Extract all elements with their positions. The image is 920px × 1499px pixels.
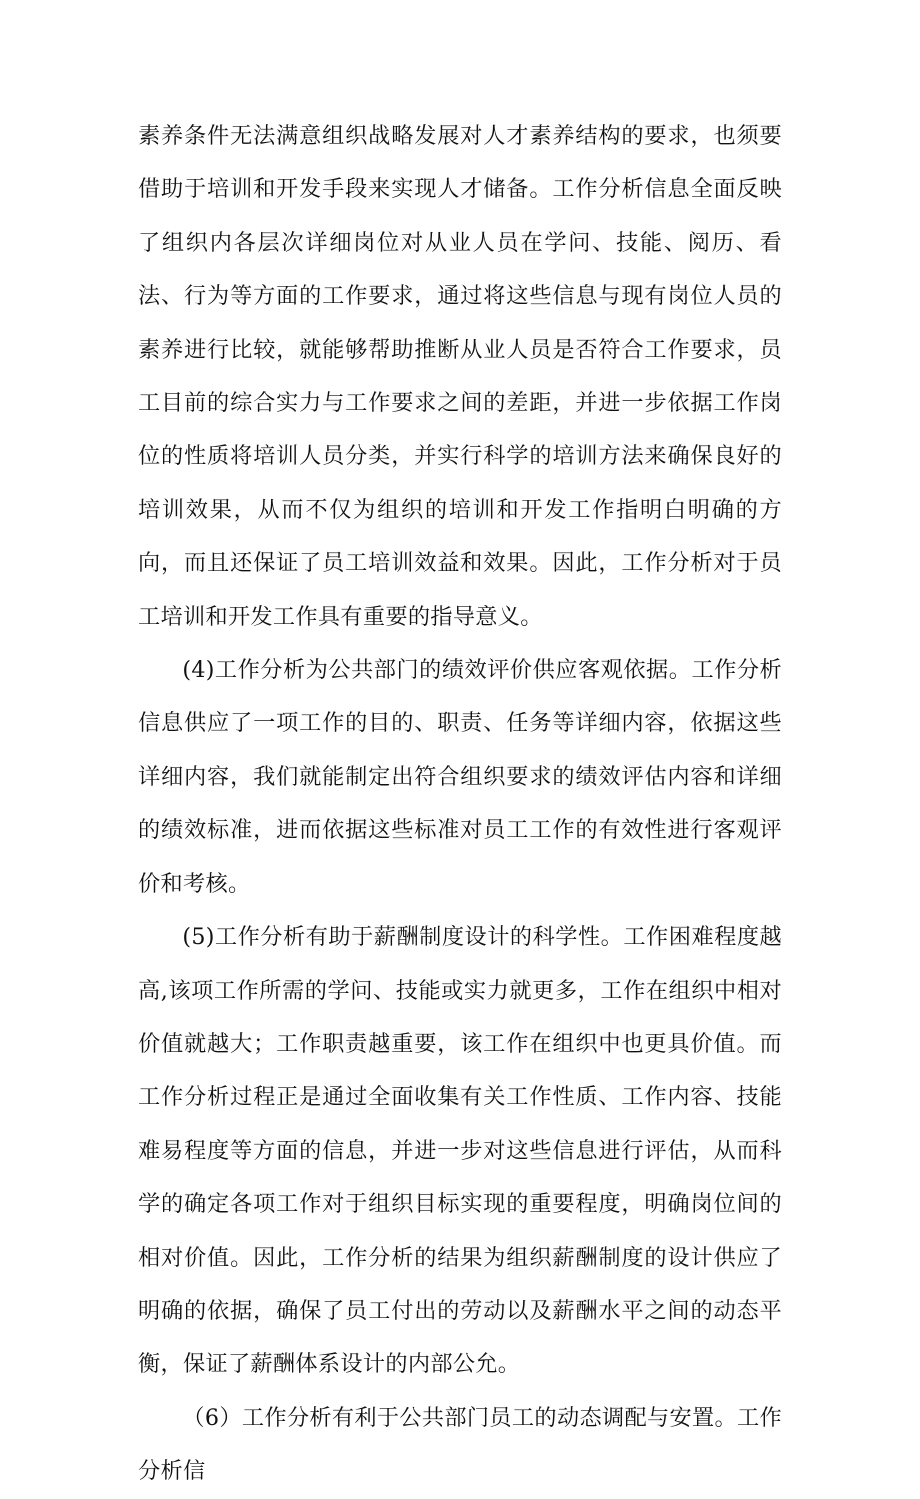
- paragraph-staff-allocation: （6）工作分析有利于公共部门员工的动态调配与安置。工作分析信: [138, 1404, 782, 1485]
- paragraph-training-continuation: 素养条件无法满意组织战略发展对人才素养结构的要求，也须要借助于培训和开发手段来实现人才储备。工作分析信息全面反映了组织内各层次详细岗位对从业人员在学问、技能、阅历、看法、行为等方面的工作要求，通过将这些信息与现有岗位人员的素养进行比较，就能够帮助推断从业人员是否符合工作要求，员工目前的综合实力与工作要求之间的差距，并进一步依据工作岗位的性质将培训人员分类，并实行科学的培训方法来确保良好的培训效果，从而不仅为组织的培训和开发工作指明白明确的方向，而且还保证了员工培训效益和效果。因此，工作分析对于员工培训和开发工作具有重要的指导意义。: [138, 123, 782, 630]
- paragraph-compensation-design: (5)工作分析有助于薪酬制度设计的科学性。工作困难程度越高,该项工作所需的学问、技能或实力就更多，工作在组织中相对价值就越大；工作职责越重要，该工作在组织中也更具价值。而工作分析过程正是通过全面收集有关工作性质、工作内容、技能难易程度等方面的信息，并进一步对这些信息进行评估，从而科学的确定各项工作对于组织目标实现的重要程度，明确岗位间的相对价值。因此，工作分析的结果为组织薪酬制度的设计供应了明确的依据，确保了员工付出的劳动以及薪酬水平之间的动态平衡，保证了薪酬体系设计的内部公允。: [138, 924, 782, 1378]
- paragraph-performance-evaluation: (4)工作分析为公共部门的绩效评价供应客观依据。工作分析信息供应了一项工作的目的、职责、任务等详细内容，依据这些详细内容，我们就能制定出符合组织要求的绩效评估内容和详细的绩效标准，进而依据这些标准对员工工作的有效性进行客观评价和考核。: [138, 657, 782, 897]
